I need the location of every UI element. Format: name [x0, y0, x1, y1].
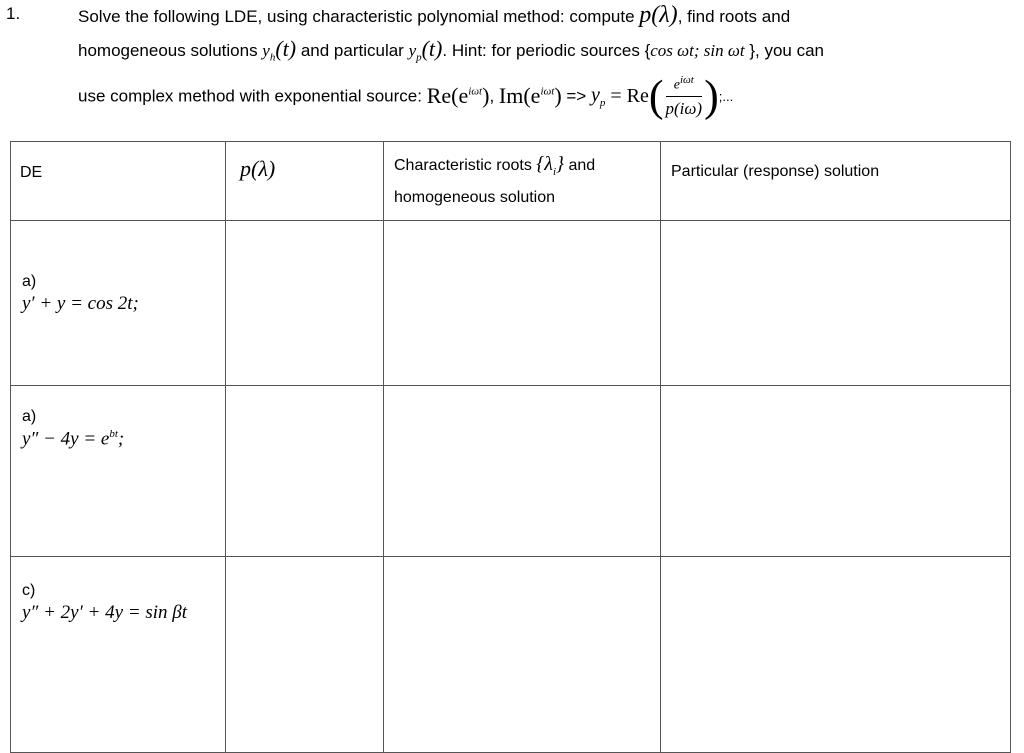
row-label: a)	[22, 408, 37, 425]
header-p-lambda: p(λ)	[226, 142, 384, 221]
yp-symbol: $y_p$	[408, 41, 422, 64]
roots-answer-cell[interactable]	[384, 386, 661, 557]
implies-arrow: =>	[561, 86, 591, 106]
table-row	[11, 221, 1011, 386]
yp-arg: (t)	[421, 36, 443, 61]
problem-number: 1.	[6, 4, 21, 23]
particular-answer-cell[interactable]	[661, 221, 1011, 386]
header-row	[11, 142, 1011, 221]
line1-tail: , find roots and	[677, 7, 791, 26]
line2-mid: and particular	[296, 41, 409, 60]
complex-fraction	[666, 74, 703, 119]
row-label: a)	[22, 273, 37, 290]
solution-table	[10, 141, 1011, 753]
roots-answer-cell[interactable]	[384, 221, 661, 386]
table-row	[11, 557, 1011, 753]
header-particular: Particular (response) solution	[661, 142, 1011, 221]
fraction-denominator: p(iω)	[665, 98, 703, 118]
line3-text: use complex method with exponential source:	[78, 86, 427, 106]
right-paren: )	[704, 71, 719, 121]
roots-set: $\{\lambda_i\}$	[536, 153, 564, 178]
yh-symbol: $y_h$	[262, 41, 276, 64]
left-paren: (	[648, 71, 664, 121]
table-row	[11, 386, 1011, 557]
de-cell	[11, 557, 226, 753]
problem-line-3	[78, 71, 734, 121]
im-exponential: $Im(e^{i\omega t})$	[498, 83, 562, 109]
differential-equation: $y'' - 4y = e^{bt}$;	[22, 428, 125, 450]
row-label: c)	[22, 582, 36, 599]
particular-answer-cell[interactable]	[661, 557, 1011, 753]
header-de: DE	[11, 142, 226, 221]
yp-symbol-2: $y_p$	[590, 83, 606, 109]
problem-line-1	[78, 2, 790, 29]
roots-answer-cell[interactable]	[384, 557, 661, 753]
de-cell	[11, 386, 226, 557]
periodic-sources: cos ωt; sin ωt	[650, 41, 745, 60]
line2-hint: . Hint: for periodic sources {	[442, 41, 651, 60]
line2-tail: }, you can	[744, 41, 825, 60]
line1-text: Solve the following LDE, using characteristic polynomial method: compute	[78, 7, 640, 26]
line2-text: homogeneous solutions	[78, 41, 263, 60]
differential-equation: y′ + y = cos 2t;	[22, 293, 139, 314]
p-lambda-answer-cell[interactable]	[226, 557, 384, 753]
header-roots: Characteristic roots $\{\lambda_i\}$ and homogeneous solution	[384, 142, 661, 221]
p-lambda-answer-cell[interactable]	[226, 221, 384, 386]
yh-arg: (t)	[275, 36, 297, 61]
comma: ,	[489, 86, 499, 106]
de-cell	[11, 221, 226, 386]
fraction-numerator: $e^{i\omega t}$	[666, 74, 703, 97]
line3-tail: ;...	[718, 88, 734, 104]
p-lambda-symbol: p(λ)	[639, 2, 678, 28]
equals-re: = Re	[605, 84, 649, 107]
problem-line-2	[78, 36, 824, 63]
p-lambda-answer-cell[interactable]	[226, 386, 384, 557]
re-exponential: $Re(e^{i\omega t})$	[426, 83, 490, 109]
particular-answer-cell[interactable]	[661, 386, 1011, 557]
differential-equation: y″ + 2y′ + 4y = sin βt	[22, 602, 187, 623]
